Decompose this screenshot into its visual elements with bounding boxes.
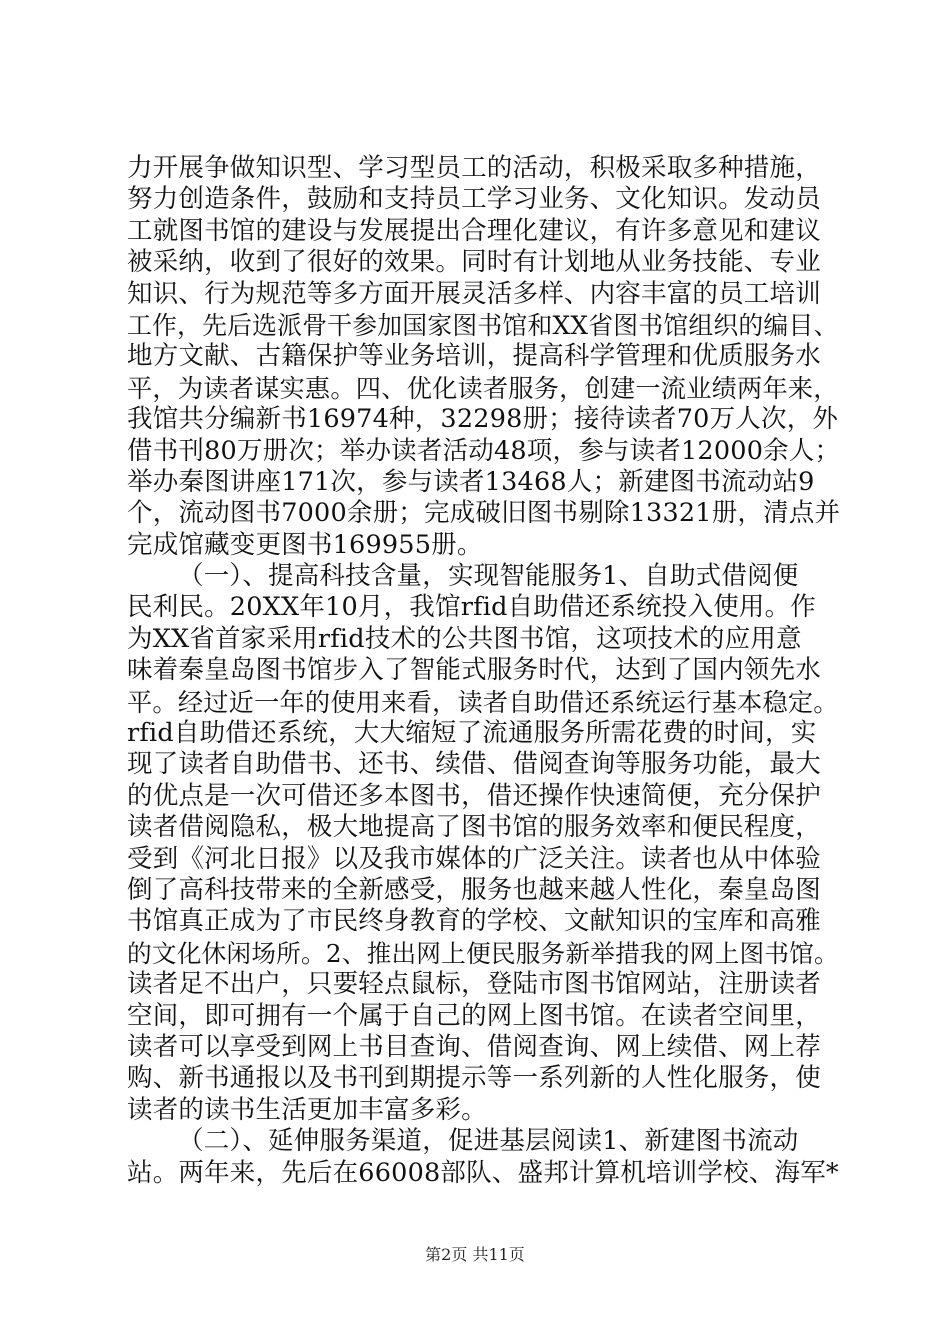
text-line: 地方文献、古籍保护等业务培训，提高科学管理和优质服务水 <box>127 341 821 372</box>
text-line: 平，为读者谋实惠。四、优化读者服务，创建一流业绩两年来， <box>127 373 839 403</box>
text-line: 倒了高科技带来的全新感受，服务也越来越人性化，秦皇岛图 <box>127 874 821 905</box>
document-body <box>127 153 839 1189</box>
text-line: 的优点是一次可借还多本图书，借还操作快速简便，充分保护 <box>127 780 821 811</box>
text-line: 读者的读书生活更加丰富多彩。 <box>127 1094 487 1125</box>
text-line: 举办秦图讲座171次，参与读者13468人；新建图书流动站9 <box>127 466 815 497</box>
text-line: 平。经过近一年的使用来看，读者自助借还系统运行基本稳定。 <box>127 687 839 717</box>
text-line: 借书刊80万册次；举办读者活动48项，参与读者12000余人； <box>127 435 841 466</box>
text-line: 为XX省首家采用rfid技术的公共图书馆，这项技术的应用意 <box>127 623 802 654</box>
text-line: 味着秦皇岛图书馆步入了智能式服务时代，达到了国内领先水 <box>127 655 821 686</box>
text-line: 力开展争做知识型、学习型员工的活动，积极采取多种措施， <box>127 153 821 183</box>
text-line: 被采纳，收到了很好的效果。同时有计划地从业务技能、专业 <box>127 247 821 278</box>
text-line: 受到《河北日报》以及我市媒体的广泛关注。读者也从中体验 <box>127 843 821 874</box>
paragraph-first-line: （一）、提高科技含量，实现智能服务1、自助式借阅便 <box>178 561 799 592</box>
text-line: rfid自助借还系统，大大缩短了流通服务所需花费的时间，实 <box>127 718 817 749</box>
text-line: 站。两年来，先后在66008部队、盛邦计算机培训学校、海军* <box>127 1157 839 1188</box>
page-number-label: 第2页 共11页 <box>425 1245 525 1264</box>
text-line: 工就图书馆的建设与发展提出合理化建议，有许多意见和建议 <box>127 215 821 246</box>
text-line: 民利民。20XX年10月，我馆rfid自助借还系统投入使用。作 <box>127 592 817 623</box>
text-line: 努力创造条件，鼓励和支持员工学习业务、文化知识。发动员 <box>127 184 821 215</box>
text-line: 知识、行为规范等多方面开展灵活多样、内容丰富的员工培训 <box>127 278 821 309</box>
text-line: 个，流动图书7000余册；完成破旧图书剔除13321册，清点并 <box>127 498 841 529</box>
text-line: 空间，即可拥有一个属于自己的网上图书馆。在读者空间里， <box>127 1000 821 1031</box>
text-line: 读者借阅隐私，极大地提高了图书馆的服务效率和便民程度， <box>127 812 821 843</box>
text-line: 读者可以享受到网上书目查询、借阅查询、网上续借、网上荐 <box>127 1031 821 1062</box>
paragraph-first-line: （二）、延伸服务渠道，促进基层阅读1、新建图书流动 <box>178 1126 799 1157</box>
text-line: 购、新书通报以及书刊到期提示等一系列新的人性化服务，使 <box>127 1063 821 1094</box>
text-line: 读者足不出户，只要轻点鼠标，登陆市图书馆网站，注册读者 <box>127 969 821 1000</box>
text-line: 工作，先后选派骨干参加国家图书馆和XX省图书馆组织的编目、 <box>127 310 839 340</box>
text-line: 书馆真正成为了市民终身教育的学校、文献知识的宝库和高雅 <box>127 906 821 937</box>
text-line: 完成馆藏变更图书169955册。 <box>127 529 483 560</box>
text-line: 的文化休闲场所。2、推出网上便民服务新举措我的网上图书馆。 <box>127 938 839 968</box>
text-line: 我馆共分编新书16974种，32298册；接待读者70万人次，外 <box>127 404 839 435</box>
text-line: 现了读者自助借书、还书、续借、借阅查询等服务功能，最大 <box>127 749 821 780</box>
page-footer <box>0 1242 950 1265</box>
